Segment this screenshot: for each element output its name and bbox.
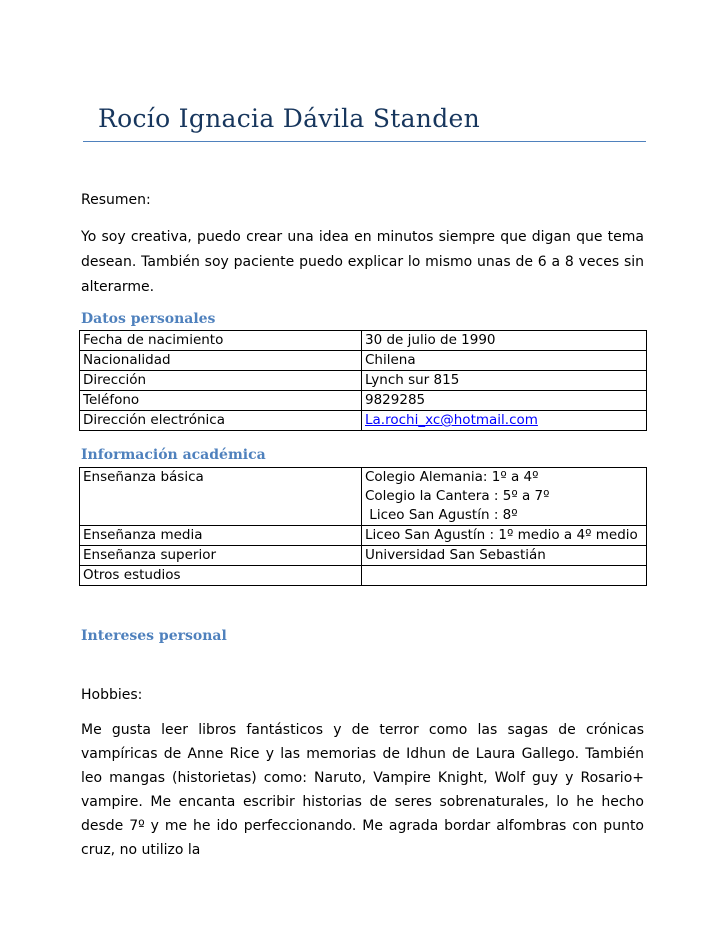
row-label: Nacionalidad	[80, 351, 362, 371]
hobbies-text: Me gusta leer libros fantásticos y de terror como las sagas de crónicas vampíricas de Anne Rice y las memorias de Idhun de Laura Gallego. También leo mangas (historietas) como: Naruto, Vampire Knight, Wolf guy y Rosario+ vampire. Me encanta escribir historias de seres sobrenaturales, lo he hecho desde 7º y me he ido perfeccionando. Me agrada bordar alfombras con punto cruz, no utilizo la	[81, 722, 644, 858]
personal-data-table	[79, 330, 647, 431]
row-value	[362, 566, 647, 586]
table-row	[80, 391, 647, 411]
title-underline	[83, 141, 646, 142]
row-value: 9829285	[362, 391, 647, 411]
summary-label: Resumen:	[81, 192, 151, 208]
academic-heading: Información académica	[81, 447, 266, 463]
row-value: 30 de julio de 1990	[362, 331, 647, 351]
school-line: Colegio Alemania: 1º a 4º	[365, 469, 539, 485]
row-label: Dirección electrónica	[80, 411, 362, 431]
row-value: Universidad San Sebastián	[362, 546, 647, 566]
table-row	[80, 351, 647, 371]
email-link[interactable]: La.rochi_xc@hotmail.com	[365, 412, 538, 428]
academic-table	[79, 467, 647, 586]
row-value	[362, 468, 647, 526]
row-value: Lynch sur 815	[362, 371, 647, 391]
hobbies-label: Hobbies:	[81, 687, 143, 703]
row-label: Enseñanza superior	[80, 546, 362, 566]
personal-data-heading: Datos personales	[81, 311, 216, 327]
school-line: Liceo San Agustín : 8º	[365, 507, 518, 523]
row-label: Teléfono	[80, 391, 362, 411]
table-row	[80, 331, 647, 351]
summary-text: Yo soy creativa, puedo crear una idea en minutos siempre que digan que tema desean. También soy paciente puedo explicar lo mismo unas de 6 a 8 veces sin alterarme.	[81, 229, 644, 295]
table-row	[80, 411, 647, 431]
table-row	[80, 546, 647, 566]
table-row	[80, 468, 647, 526]
school-line: Colegio la Cantera : 5º a 7º	[365, 488, 550, 504]
row-value	[362, 411, 647, 431]
row-label: Enseñanza básica	[80, 468, 362, 526]
row-label: Otros estudios	[80, 566, 362, 586]
interests-heading: Intereses personal	[81, 628, 227, 644]
page-title: Rocío Ignacia Dávila Standen	[98, 104, 480, 133]
row-value: Chilena	[362, 351, 647, 371]
row-label: Enseñanza media	[80, 526, 362, 546]
table-row	[80, 526, 647, 546]
table-row	[80, 371, 647, 391]
table-row	[80, 566, 647, 586]
row-value: Liceo San Agustín : 1º medio a 4º medio	[362, 526, 647, 546]
row-label: Dirección	[80, 371, 362, 391]
row-label: Fecha de nacimiento	[80, 331, 362, 351]
